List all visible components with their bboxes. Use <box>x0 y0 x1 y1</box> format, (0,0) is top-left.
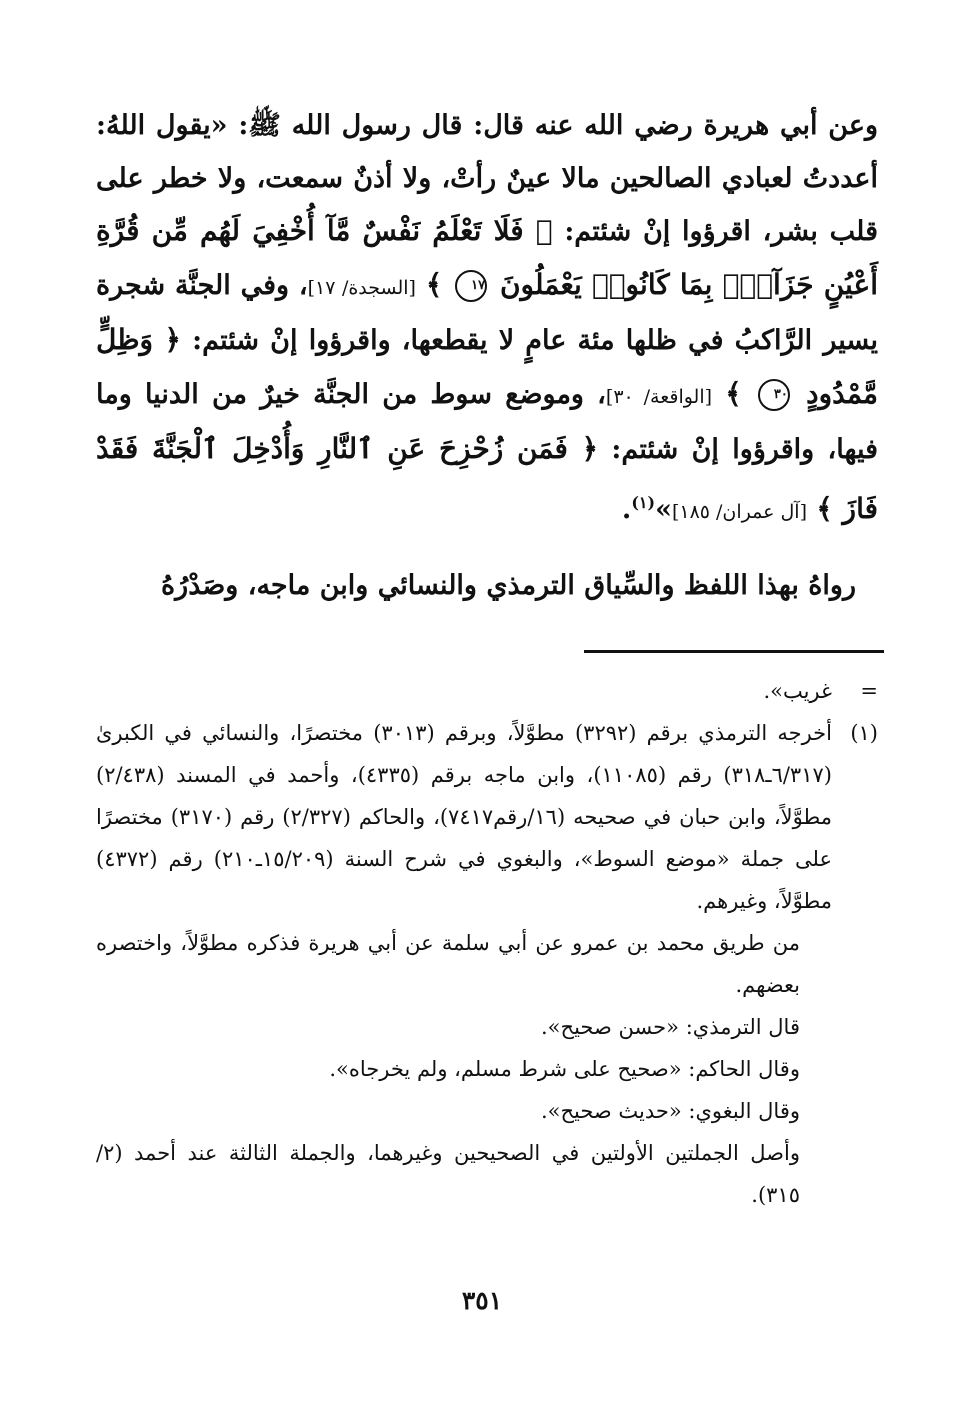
quran-close-bracket-2: ﴾ <box>725 376 742 410</box>
footnote-1 <box>96 712 878 922</box>
continuation-text: غريب». <box>763 679 832 703</box>
quran-verse-sajda: ﴿ فَلَا تَعْلَمُ نَفْسٌ مَّآ أُخْفِيَ لَهُم مِّن قُرَّةِ أَعْيُنٍ جَزَآءًۢ بِمَا كَانُوا۟ يَعْمَلُونَ <box>96 214 878 301</box>
footnote-chain-paragraph: من طريق محمد بن عمرو عن أبي سلمة عن أبي هريرة فذكره مطوَّلاً، واختصره بعضهم. <box>96 931 800 997</box>
quran-close-bracket-1: ﴾ <box>425 267 443 301</box>
hadith-paragraph <box>96 100 878 538</box>
quran-verse-waqia: ﴿ وَظِلٍّ مَّمْدُودٍ <box>96 323 878 410</box>
footnote-1-marker: (١) <box>850 721 878 745</box>
baghawi-grading: وقال البغوي: «حديث صحيح». <box>540 1099 800 1123</box>
tirmidhi-grading: قال الترمذي: «حسن صحيح». <box>540 1015 800 1039</box>
ayah-number-30: ٣٠ <box>758 379 790 411</box>
ayah-number-17: ١٧ <box>455 270 487 302</box>
footnotes <box>96 670 878 1216</box>
continuation-marker: = <box>860 679 878 703</box>
hadith-line-1: وعن أبي هريرة رضي الله عنه قال: قال رسول الله ﷺ: «يقول اللهُ: <box>96 110 878 141</box>
hadith-line-3: على قلب بشر، اقرؤوا إنْ شئتم: <box>96 162 878 247</box>
hadith-line-4: ، وفي الجنَّة شجرة يسير الرَّاكبُ في ظلها مئة عامٍ لا يقطعها، واقرؤوا إنْ شئتم: <box>96 269 878 356</box>
main-text <box>96 100 878 538</box>
footnote-separator <box>584 650 884 653</box>
hadith-line-6: ، وموضع سوط من الجنَّة خيرٌ من الدنيا وما فيها، واقرؤوا إنْ شئتم: <box>96 378 878 465</box>
footnote-continuation <box>96 670 878 712</box>
closing-quote: » <box>655 493 672 525</box>
final-period: . <box>621 493 632 525</box>
origin-paragraph: وأصل الجملتين الأولتين في الصحيحين وغيرهما، والجملة الثالثة عند أحمد (٢/ ٣١٥). <box>96 1141 800 1207</box>
narration-chain-text: رواهُ بهذا اللفظ والسِّياق الترمذي والنسائي وابن ماجه، وصَدْرُهُ <box>161 570 856 601</box>
page-number: ٣٥١ <box>461 1286 503 1315</box>
verse-reference-sajda: [السجدة/ ١٧] <box>307 276 416 299</box>
hadith-line-2: أعددتُ لعبادي الصالحين مالا عينٌ رأتْ، ولا أذنٌ سمعت، ولا خطر <box>153 162 878 194</box>
quran-verse-al-imran: ﴿ فَمَن زُحْزِحَ عَنِ ٱلنَّارِ وَأُدْخِلَ ٱلْجَنَّةَ فَقَدْ فَازَ ﴾ <box>96 432 878 525</box>
footnote-1-text: أخرجه الترمذي برقم (٣٢٩٢) مطوَّلاً، وبرقم (٣٠١٣) مختصرًا، والنسائي في الكبرىٰ (٦/٣١٧ـ٣١٨) رقم (١١٠٨٥)، وابن ماجه برقم (٤٣٣٥)، وأحمد في المسند (٢/٤٣٨) مطوَّلاً، وابن حبان في صحيحه (١٦/رقم٧٤١٧)، والحاكم (٢/٣٢٧) رقم (٣١٧٠) مختصرًا على جملة «موضع السوط»، والبغوي في شرح السنة (١٥/٢٠٩ـ٢١٠) رقم (٤٣٧٢) مطوَّلاً، وغيرهم. <box>96 721 833 913</box>
footnote-reference: (١) <box>631 492 656 512</box>
hakim-grading: وقال الحاكم: «صحيح على شرط مسلم، ولم يخرجاه». <box>329 1057 800 1081</box>
verse-reference-al-imran: [آل عمران/ ١٨٥] <box>671 500 807 523</box>
verse-reference-waqia: [الواقعة/ ٣٠] <box>605 385 713 408</box>
